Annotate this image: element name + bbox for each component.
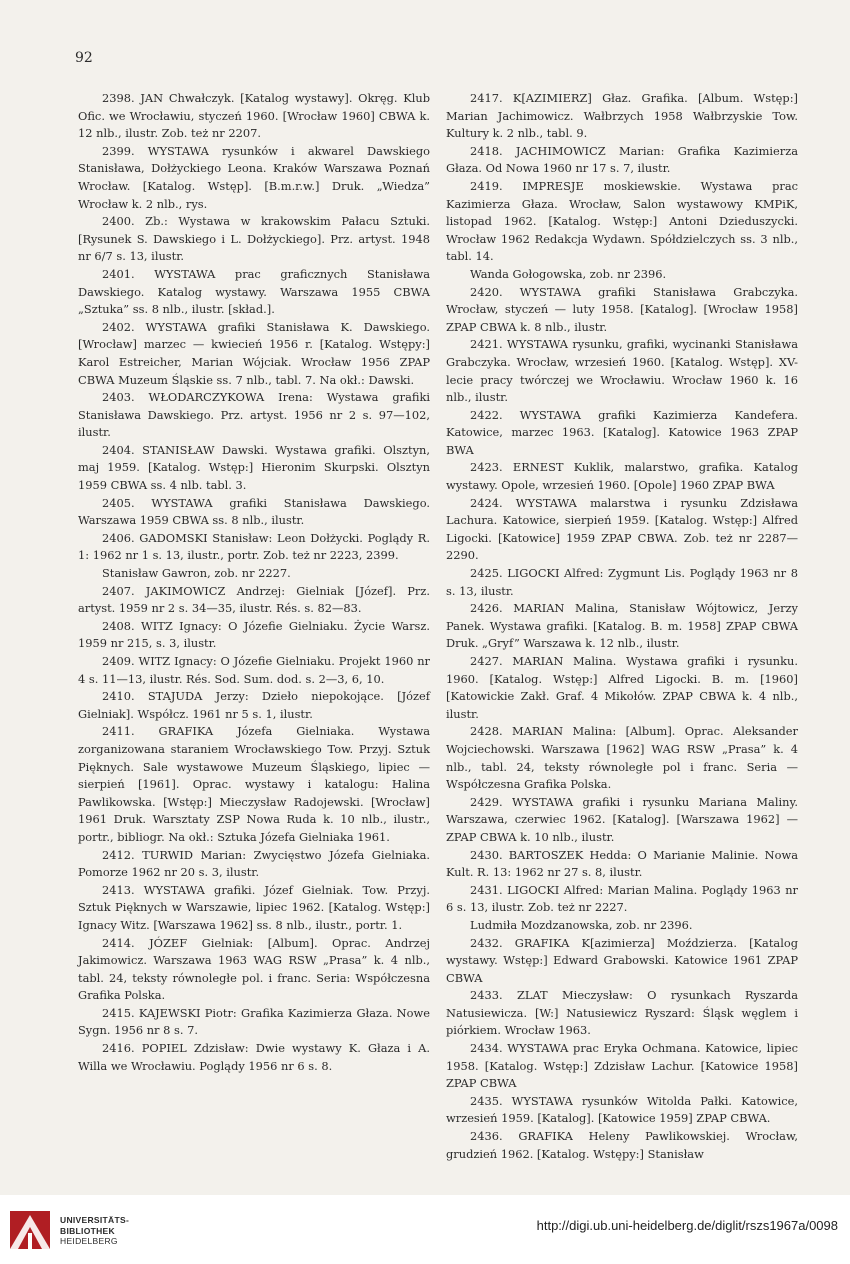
bibliography-entry: 2422. WYSTAWA grafiki Kazimierza Kandefera. Katowice, marzec 1963. [Katalog]. Katowice 1963 ZPAP BWA bbox=[446, 407, 798, 457]
bibliography-entry: 2399. WYSTAWA rysunków i akwarel Dawskiego Stanisława, Dołżyckiego Leona. Kraków Warszawa Poznań Wrocław. [Katalog. Wstęp]. [B.m.r.w.] Druk. „Wiedza” Wrocław k. 2 nlb., rys. bbox=[78, 143, 430, 211]
bibliography-entry: 2400. Zb.: Wystawa w krakowskim Pałacu Sztuki. [Rysunek S. Dawskiego i L. Dołżyckiego]. Prz. artyst. 1948 nr 6/7 s. 13, ilustr. bbox=[78, 214, 430, 264]
bibliography-entry: 2403. WŁODARCZYKOWA Irena: Wystawa grafiki Stanisława Dawskiego. Prz. artyst. 1956 nr 2 s. 97—102, ilustr. bbox=[78, 390, 430, 440]
bibliography-entry: 2424. WYSTAWA malarstwa i rysunku Zdzisława Lachura. Katowice, sierpień 1959. [Katalog. Wstęp:] Alfred Ligocki. [Katowice] 1959 ZPAP CBWA. Zob. też nr 2287—2290. bbox=[446, 495, 798, 563]
cross-reference: Wanda Gołogowska, zob. nr 2396. bbox=[470, 266, 667, 281]
library-name bbox=[60, 1215, 129, 1247]
library-name-line: BIBLIOTHEK bbox=[60, 1225, 115, 1236]
bibliography-entry: 2430. BARTOSZEK Hedda: O Marianie Malinie. Nowa Kult. R. 13: 1962 nr 27 s. 8, ilustr. bbox=[446, 847, 798, 880]
bibliography-entry: 2431. LIGOCKI Alfred: Marian Malina. Poglądy 1963 nr 6 s. 13, ilustr. Zob. też nr 2227. bbox=[446, 882, 798, 915]
bibliography-entry: 2414. JÓZEF Gielniak: [Album]. Oprac. Andrzej Jakimowicz. Warszawa 1963 WAG RSW „Prasa” k. 4 nlb., tabl. 24, teksty równoległe pol. i franc. Seria: Współczesna Grafika Polska. bbox=[78, 935, 430, 1003]
bibliography-entry: 2398. JAN Chwałczyk. [Katalog wystawy]. Okręg. Klub Ofic. we Wrocławiu, styczeń 1960. [Wrocław 1960] CBWA k. 12 nlb., ilustr. Zob. też nr 2207. bbox=[78, 91, 430, 141]
cross-reference: Stanisław Gawron, zob. nr 2227. bbox=[102, 566, 291, 581]
bibliography-entry: 2404. STANISŁAW Dawski. Wystawa grafiki. Olsztyn, maj 1959. [Katalog. Wstęp:] Hieronim Skurpski. Olsztyn 1959 CBWA ss. 4 nlb. tabl. 3. bbox=[78, 442, 430, 493]
left-column bbox=[78, 90, 430, 1075]
bibliography-entry: 2406. GADOMSKI Stanisław: Leon Dołżycki. Poglądy R. 1: 1962 nr 1 s. 13, ilustr., portr. Zob. też nr 2223, 2399. bbox=[78, 530, 430, 563]
bibliography-entry: 2419. IMPRESJE moskiewskie. Wystawa prac Kazimierza Głaza. Wrocław, Salon wystawowy KMPiK, listopad 1962. [Katalog. Wstęp:] Antoni Dzieduszycki. Wrocław 1962 Redakcja Wydawn. Spółdzielczych ss. 3 nlb., tabl. 14. bbox=[446, 178, 798, 264]
bibliography-entry: 2432. GRAFIKA K[azimierza] Moździerza. [Katalog wystawy. Wstęp:] Edward Grabowski. Katowice 1961 ZPAP CBWA bbox=[446, 935, 798, 985]
source-url-link[interactable]: http://digi.ub.uni-heidelberg.de/diglit/rszs1967a/0098 bbox=[536, 1218, 838, 1233]
bibliography-entry: 2421. WYSTAWA rysunku, grafiki, wycinanki Stanisława Grabczyka. Wrocław, wrzesień 1960. [Katalog. Wstęp]. XV-lecie pracy twórczej we Wrocławiu. Wrocław 1960 k. 16 nlb., ilustr. bbox=[446, 337, 798, 405]
bibliography-entry: 2402. WYSTAWA grafiki Stanisława K. Dawskiego. [Wrocław] marzec — kwiecień 1956 r. [Katalog. Wstępy:] Karol Estreicher, Marian Wójciak. Wrocław 1956 ZPAP CBWA Muzeum Śląskie ss. 7 nlb., tabl. 7. Na okł.: Dawski. bbox=[78, 319, 430, 387]
bibliography-entry: 2434. WYSTAWA prac Eryka Ochmana. Katowice, lipiec 1958. [Katalog. Wstęp:] Zdzisław Lachur. [Katowice 1958] ZPAP CBWA bbox=[446, 1041, 798, 1091]
bibliography-entry: 2417. K[AZIMIERZ] Głaz. Grafika. [Album. Wstęp:] Marian Jachimowicz. Wałbrzych 1958 Wałbrzyskie Tow. Kultury k. 2 nlb., tabl. 9. bbox=[446, 91, 798, 141]
bibliography-entry: 2418. JACHIMOWICZ Marian: Grafika Kazimierza Głaza. Od Nowa 1960 nr 17 s. 7, ilustr. bbox=[446, 143, 798, 176]
bibliography-entry: 2428. MARIAN Malina: [Album]. Oprac. Aleksander Wojciechowski. Warszawa [1962] WAG RSW „Prasa” k. 4 nlb., tabl. 24, teksty równoległe pol i franc. Seria — Współczesna Grafika Polska. bbox=[446, 724, 798, 792]
bibliography-entry: 2416. POPIEL Zdzisław: Dwie wystawy K. Głaza i A. Willa we Wrocławiu. Poglądy 1956 nr 6 s. 8. bbox=[78, 1041, 430, 1073]
bibliography-entry: 2413. WYSTAWA grafiki. Józef Gielniak. Tow. Przyj. Sztuk Pięknych w Warszawie, lipiec 1962. [Katalog. Wstęp:] Ignacy Witz. [Warszawa 1962] ss. 8 nlb., ilustr., portr. 1. bbox=[78, 882, 430, 932]
bibliography-entry: 2401. WYSTAWA prac graficznych Stanisława Dawskiego. Katalog wystawy. Warszawa 1955 CBWA „Sztuka” ss. 8 nlb., ilustr. [skład.]. bbox=[78, 266, 430, 317]
bibliography-entry: 2420. WYSTAWA grafiki Stanisława Grabczyka. Wrocław, styczeń — luty 1958. [Katalog]. [Wrocław 1958] ZPAP CBWA k. 8 nlb., ilustr. bbox=[446, 284, 798, 334]
bibliography-entry: 2408. WITZ Ignacy: O Józefie Gielniaku. Życie Warsz. 1959 nr 215, s. 3, ilustr. bbox=[78, 618, 430, 651]
bibliography-entry: 2429. WYSTAWA grafiki i rysunku Mariana Maliny. Warszawa, czerwiec 1962. [Katalog]. [Warszawa 1962] — ZPAP CBWA k. 10 nlb., ilustr. bbox=[446, 794, 798, 844]
bibliography-entry: 2410. STAJUDA Jerzy: Dzieło niepokojące. [Józef Gielniak]. Współcz. 1961 nr 5 s. 1, ilustr. bbox=[78, 689, 430, 721]
cross-reference: Ludmiła Mozdzanowska, zob. nr 2396. bbox=[470, 917, 693, 932]
bibliography-entry: 2425. LIGOCKI Alfred: Zygmunt Lis. Poglądy 1963 nr 8 s. 13, ilustr. bbox=[446, 566, 798, 598]
bibliography-entry: 2409. WITZ Ignacy: O Józefie Gielniaku. Projekt 1960 nr 4 s. 11—13, ilustr. Rés. Sod. Sum. dod. s. 2—3, 6, 10. bbox=[78, 654, 430, 686]
bibliography-entry: 2415. KAJEWSKI Piotr: Grafika Kazimierza Głaza. Nowe Sygn. 1956 nr 8 s. 7. bbox=[78, 1005, 430, 1038]
bibliography-entry: 2405. WYSTAWA grafiki Stanisława Dawskiego. Warszawa 1959 CBWA ss. 8 nlb., ilustr. bbox=[78, 495, 430, 528]
bibliography-entry: 2433. ZLAT Mieczysław: O rysunkach Ryszarda Natusiewicza. [W:] Natusiewicz Ryszard: Śląsk węglem i piórkiem. Wrocław 1963. bbox=[446, 988, 798, 1038]
bibliography-entry: 2427. MARIAN Malina. Wystawa grafiki i rysunku. 1960. [Katalog. Wstęp:] Alfred Ligocki. B. m. [1960] [Katowickie Zakł. Graf. 4 Mikołów. ZPAP CBWA k. 4 nlb., ilustr. bbox=[446, 654, 798, 721]
bibliography-entry: 2435. WYSTAWA rysunków Witolda Pałki. Katowice, wrzesień 1959. [Katalog]. [Katowice 1959] ZPAP CBWA. bbox=[446, 1093, 798, 1126]
library-name-line: UNIVERSITÄTS- bbox=[60, 1215, 130, 1225]
bibliography-entry: 2412. TURWID Marian: Zwycięstwo Józefa Gielniaka. Pomorze 1962 nr 20 s. 3, ilustr. bbox=[78, 847, 430, 880]
university-library-logo-icon bbox=[8, 1209, 52, 1251]
bibliography-entry: 2426. MARIAN Malina, Stanisław Wójtowicz, Jerzy Panek. Wystawa grafiki. [Katalog. B. m. 1958] ZPAP CBWA Druk. „Gryf” Warszawa k. 12 nlb., ilustr. bbox=[446, 601, 798, 651]
bibliography-entry: 2436. GRAFIKA Heleny Pawlikowskiej. Wrocław, grudzień 1962. [Katalog. Wstępy:] Stanisław bbox=[446, 1129, 798, 1161]
right-column bbox=[446, 90, 798, 1163]
library-name-line: HEIDELBERG bbox=[60, 1236, 118, 1246]
bibliography-entry: 2423. ERNEST Kuklik, malarstwo, grafika. Katalog wystawy. Opole, wrzesień 1960. [Opole] 1960 ZPAP BWA bbox=[446, 460, 798, 493]
page-number: 92 bbox=[75, 50, 93, 66]
footer-bar bbox=[0, 1195, 850, 1264]
bibliography-entry: 2411. GRAFIKA Józefa Gielniaka. Wystawa zorganizowana staraniem Wrocławskiego Tow. Przyj. Sztuk Pięknych. Sale wystawowe Muzeum Śląskiego, lipiec — sierpień [1961]. Oprac. wystawy i katalogu: Halina Pawlikowska. [Wstęp:] Mieczysław Radojewski. [Wrocław] 1961 Druk. Warsztaty ZSP Nowa Ruda k. 10 nlb., ilustr., portr., bibliogr. Na okł.: Sztuka Józefa Gielniaka 1961. bbox=[78, 724, 430, 844]
bibliography-entry: 2407. JAKIMOWICZ Andrzej: Gielniak [Józef]. Prz. artyst. 1959 nr 2 s. 34—35, ilustr. Rés. s. 82—83. bbox=[78, 583, 430, 616]
